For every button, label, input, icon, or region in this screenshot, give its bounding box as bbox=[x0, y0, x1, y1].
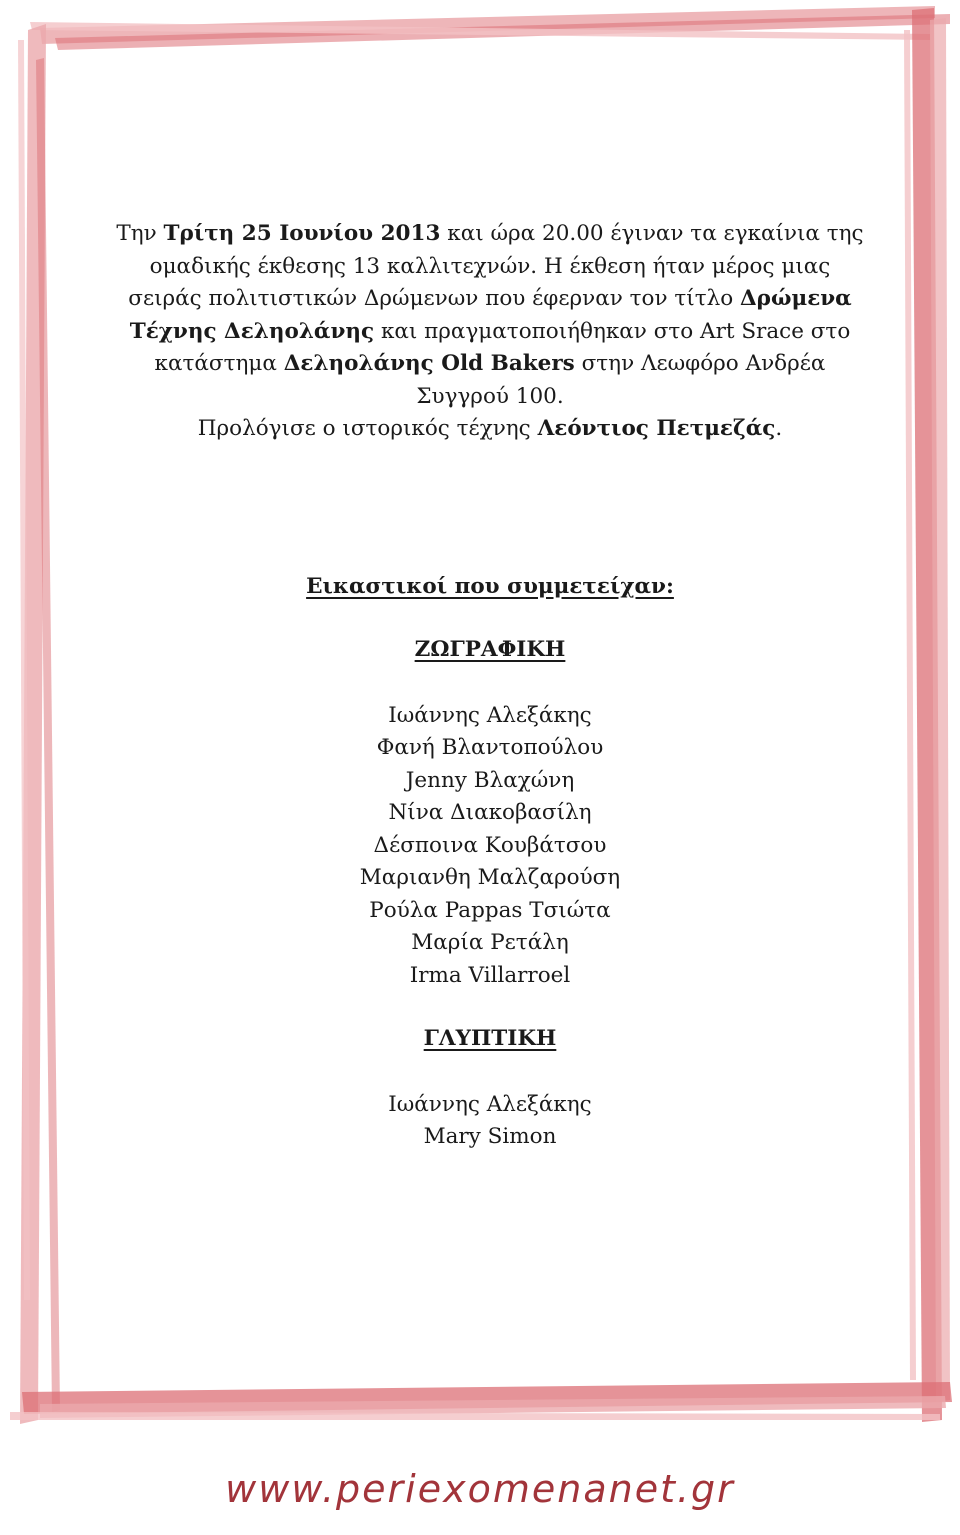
intro-text-part: και ώρα 20.00 έγιναν τα εγκαίνια της ομαδικής έκθεσης 13 καλλιτεχνών. Η έκθεση ήταν μέρος μιας σειράς πολιτιστικών Δρώμενων που έφερναν τον τίτλο bbox=[128, 221, 864, 311]
artist-name: Jenny Βλαχώνη bbox=[405, 767, 575, 793]
prologue-text-part: Προλόγισε ο ιστορικός τέχνης bbox=[197, 416, 538, 441]
event-date: Τρίτη 25 Ιουνίου 2013 bbox=[163, 221, 441, 246]
artist-name: Μαρία Ρετάλη bbox=[411, 930, 569, 955]
prologue-paragraph bbox=[110, 413, 870, 446]
historian-name: Λεόντιος Πετμεζάς bbox=[537, 416, 776, 441]
participants-heading: Εικαστικοί που συμμετείχαν: bbox=[306, 573, 674, 599]
intro-text-part: Την bbox=[116, 221, 164, 246]
intro-text-part: στην Λεωφόρο Ανδρέα Συγγρού 100. bbox=[416, 351, 826, 409]
artist-name: Δέσποινα Κουβάτσου bbox=[373, 832, 607, 858]
painting-heading: ΖΩΓΡΑΦΙΚΗ bbox=[414, 637, 566, 662]
venue-name: Δεληολάνης Old Bakers bbox=[283, 351, 575, 376]
intro-paragraph bbox=[110, 218, 870, 413]
artist-name: Νίνα Διακοβασίλη bbox=[388, 800, 592, 825]
sculpture-heading: ΓΛΥΠΤΙΚΗ bbox=[423, 1026, 557, 1051]
sculpture-artists-list bbox=[110, 1089, 870, 1154]
event-series-title: Δρώμενα Τέχνης Δεληολάνης bbox=[129, 286, 852, 344]
artist-name: Mary Simon bbox=[423, 1124, 557, 1149]
artist-name: Φανή Βλαντοπούλου bbox=[376, 735, 604, 760]
intro-text bbox=[110, 218, 870, 446]
document-body bbox=[110, 218, 870, 1154]
prologue-text-part: . bbox=[775, 416, 783, 441]
intro-text-part: και πραγματοποιήθηκαν στο Art Srace στο κατάστημα bbox=[154, 318, 851, 376]
artist-name: Ιωάννης Αλεξάκης bbox=[388, 702, 592, 728]
artist-name: Ιωάννης Αλεξάκης bbox=[388, 1091, 592, 1117]
painting-artists-list bbox=[110, 700, 870, 993]
artist-name: Irma Villarroel bbox=[409, 962, 571, 988]
artist-name: Μαριανθη Μαλζαρούση bbox=[359, 865, 621, 890]
artist-name: Ρούλα Pappas Τσιώτα bbox=[369, 897, 611, 923]
website-footer: www.periexomenanet.gr bbox=[225, 1467, 735, 1511]
